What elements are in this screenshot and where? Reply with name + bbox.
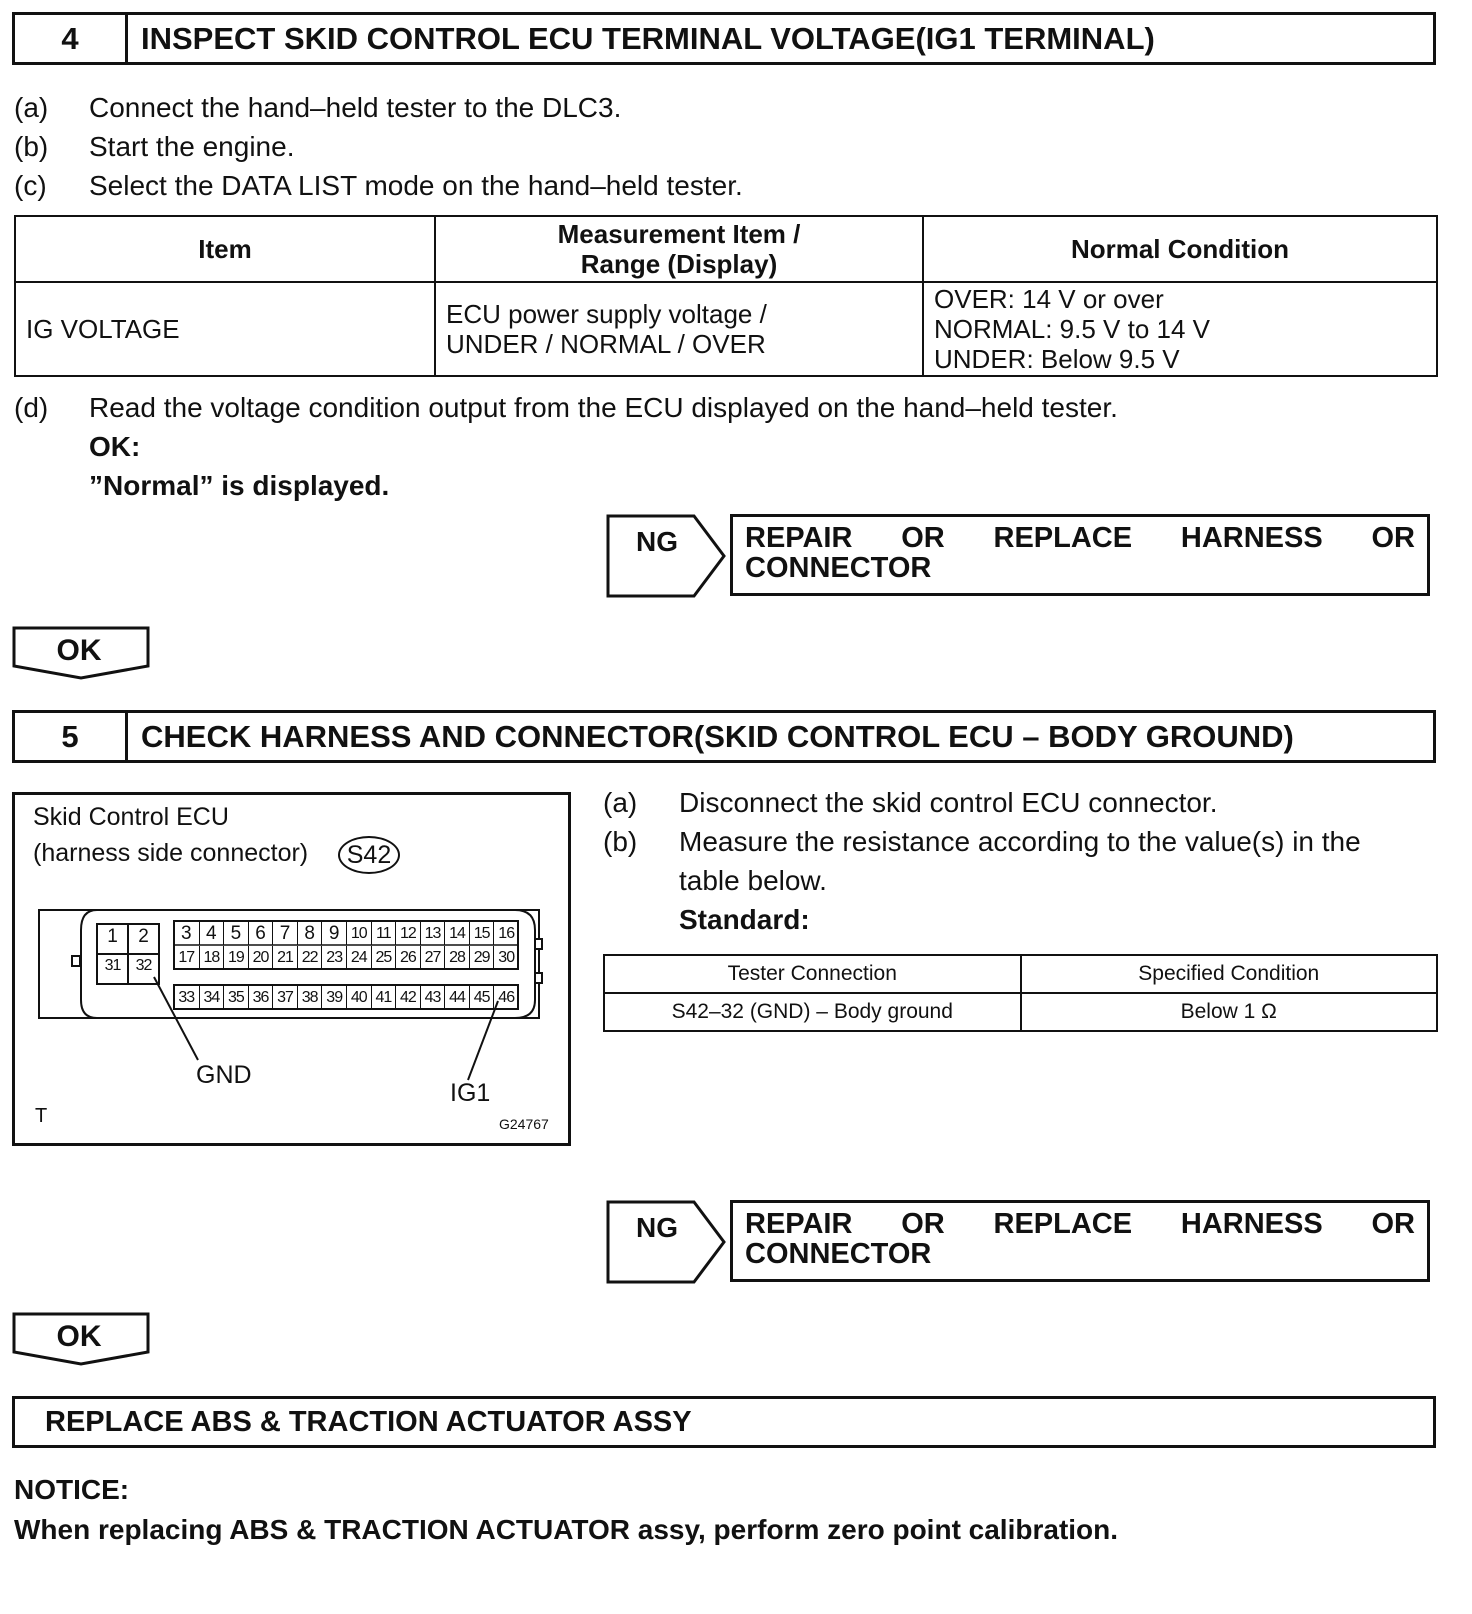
- pin-25: 25: [371, 946, 396, 969]
- pin-5: 5: [223, 922, 248, 945]
- pin-13: 13: [420, 922, 445, 945]
- ng-action-box: [730, 1200, 1430, 1282]
- word: OR: [901, 522, 945, 554]
- ng-result-step5: [606, 1200, 1436, 1284]
- ng-action-line2: CONNECTOR: [745, 552, 932, 584]
- step-text: Select the DATA LIST mode on the hand–held tester.: [89, 170, 743, 201]
- pin-36: 36: [248, 986, 273, 1009]
- pin-31: 31: [104, 957, 121, 974]
- pin-row-2: [174, 946, 518, 969]
- pin-11: 11: [371, 922, 396, 945]
- ng-label: NG: [636, 526, 678, 557]
- cell-specified-condition: Below 1 Ω: [1021, 993, 1438, 1031]
- step-text: Connect the hand–held tester to the DLC3.: [89, 92, 622, 123]
- word: HARNESS: [1180, 522, 1323, 554]
- cell-measurement: [435, 282, 923, 376]
- word: REPLACE: [993, 522, 1133, 554]
- pin-35: 35: [223, 986, 248, 1009]
- replace-assy-box: REPLACE ABS & TRACTION ACTUATOR ASSY: [12, 1396, 1436, 1448]
- connector-id-badge: S42: [338, 836, 400, 874]
- col-header-specified: Specified Condition: [1021, 955, 1438, 993]
- cell-normal: [923, 282, 1437, 376]
- step-label: (a): [14, 92, 49, 123]
- step-label: (c): [14, 170, 47, 201]
- notice-label: NOTICE:: [14, 1474, 130, 1505]
- word: HARNESS: [1180, 1208, 1323, 1240]
- pin-8: 8: [297, 922, 322, 945]
- pin-43: 43: [420, 986, 445, 1009]
- step5-title: CHECK HARNESS AND CONNECTOR(SKID CONTROL ECU – BODY GROUND): [141, 718, 1294, 754]
- step-text: Read the voltage condition output from the ECU displayed on the hand–held tester.: [89, 392, 1118, 423]
- step-text: Start the engine.: [89, 131, 295, 162]
- table-row: [15, 282, 1437, 376]
- pin-42: 42: [395, 986, 420, 1009]
- pin-34: 34: [199, 986, 224, 1009]
- ok-arrow-step4: [12, 626, 152, 682]
- step-label: (b): [14, 131, 49, 162]
- pin-28: 28: [444, 946, 469, 969]
- pin-18: 18: [199, 946, 224, 969]
- cell-item: IG VOLTAGE: [15, 282, 435, 376]
- step-label: (a): [603, 787, 638, 818]
- data-list-table: [14, 215, 1438, 377]
- pin-12: 12: [395, 922, 420, 945]
- pin-45: 45: [469, 986, 494, 1009]
- pin-39: 39: [321, 986, 346, 1009]
- step5-header: [12, 710, 1436, 763]
- pin-41: 41: [371, 986, 396, 1009]
- ng-action-line2: CONNECTOR: [745, 1238, 932, 1270]
- pin-14: 14: [444, 922, 469, 945]
- gnd-label: GND: [196, 1061, 252, 1089]
- pin-24: 24: [346, 946, 371, 969]
- pin-32: 32: [135, 957, 152, 974]
- cell-tester-connection: S42–32 (GND) – Body ground: [604, 993, 1021, 1031]
- ok-arrow-label: OK: [56, 1320, 102, 1353]
- ng-action-line1: [745, 523, 1415, 553]
- step-text-line2: table below.: [679, 865, 827, 896]
- cell-line: UNDER / NORMAL / OVER: [446, 329, 766, 359]
- resistance-table: [603, 954, 1438, 1032]
- side-tab: [535, 973, 542, 983]
- word: REPAIR: [745, 522, 853, 554]
- pin-27: 27: [420, 946, 445, 969]
- step5-b: [603, 826, 1438, 906]
- ok-label: OK:: [89, 431, 141, 462]
- ng-action-line1: [745, 1209, 1415, 1239]
- word: REPLACE: [993, 1208, 1133, 1240]
- step-label: (b): [603, 826, 638, 857]
- side-tab: [535, 939, 542, 949]
- cell-line: ECU power supply voltage /: [446, 299, 767, 329]
- table-row: [604, 993, 1437, 1031]
- pin-row-1: [174, 922, 518, 945]
- pin-40: 40: [346, 986, 371, 1009]
- word: REPAIR: [745, 1208, 853, 1240]
- pin-9: 9: [321, 922, 346, 945]
- pin-4: 4: [199, 922, 224, 945]
- pin-23: 23: [321, 946, 346, 969]
- pin-20: 20: [248, 946, 273, 969]
- pin-44: 44: [444, 986, 469, 1009]
- notice-text: When replacing ABS & TRACTION ACTUATOR assy, perform zero point calibration.: [14, 1514, 1119, 1545]
- pin-17: 17: [178, 949, 195, 966]
- word: OR: [1371, 522, 1415, 554]
- pin-2: 2: [138, 926, 149, 947]
- side-tab: [72, 956, 80, 966]
- col-header-measurement: [435, 216, 923, 282]
- pin-21: 21: [272, 946, 297, 969]
- pin-22: 22: [297, 946, 322, 969]
- step5-number: 5: [15, 713, 128, 760]
- diagram-subtitle: (harness side connector): [33, 839, 309, 867]
- ok-text: ”Normal” is displayed.: [89, 470, 390, 501]
- ok-arrow-step5: [12, 1312, 152, 1368]
- figure-id: G24767: [499, 1116, 549, 1132]
- pin-37: 37: [272, 986, 297, 1009]
- connector-diagram: [12, 792, 571, 1146]
- cell-line: OVER: 14 V or over: [934, 284, 1164, 314]
- pin-26: 26: [395, 946, 420, 969]
- ng-label: NG: [636, 1212, 678, 1243]
- col-header-normal: Normal Condition: [923, 216, 1437, 282]
- step-label: (d): [14, 392, 49, 423]
- pin-29: 29: [469, 946, 494, 969]
- pin-16: 16: [493, 922, 518, 945]
- col-header-measurement-line2: Range (Display): [580, 249, 778, 279]
- pin-30: 30: [493, 946, 518, 969]
- pin-15: 15: [469, 922, 494, 945]
- cell-line: NORMAL: 9.5 V to 14 V: [934, 314, 1211, 344]
- pin-19: 19: [223, 946, 248, 969]
- pin-6: 6: [248, 922, 273, 945]
- pin-3: 3: [180, 923, 192, 944]
- standard-label: Standard:: [679, 904, 810, 935]
- step-text-line1: Measure the resistance according to the value(s) in the: [679, 826, 1361, 857]
- pin-46: 46: [493, 986, 518, 1009]
- pin-10: 10: [346, 922, 371, 945]
- diagram-title: Skid Control ECU: [33, 803, 229, 831]
- pin-33: 33: [178, 989, 195, 1006]
- corner-label: T: [35, 1105, 48, 1127]
- ig1-label: IG1: [450, 1079, 491, 1107]
- pin-row-3: [174, 986, 518, 1009]
- word: OR: [1371, 1208, 1415, 1240]
- pin-7: 7: [272, 922, 297, 945]
- pin-38: 38: [297, 986, 322, 1009]
- step4-title: INSPECT SKID CONTROL ECU TERMINAL VOLTAGE(IG1 TERMINAL): [141, 20, 1155, 56]
- ng-result-step4: [606, 514, 1436, 598]
- col-header-item: Item: [15, 216, 435, 282]
- col-header-tester: Tester Connection: [604, 955, 1021, 993]
- step4-header: [12, 12, 1436, 65]
- cell-line: UNDER: Below 9.5 V: [934, 344, 1180, 374]
- pin-1: 1: [107, 926, 118, 947]
- ok-arrow-label: OK: [56, 634, 102, 667]
- col-header-measurement-line1: Measurement Item /: [557, 219, 801, 249]
- ng-action-box: [730, 514, 1430, 596]
- word: OR: [901, 1208, 945, 1240]
- step-text: Disconnect the skid control ECU connector.: [679, 787, 1218, 818]
- step4-number: 4: [15, 15, 128, 62]
